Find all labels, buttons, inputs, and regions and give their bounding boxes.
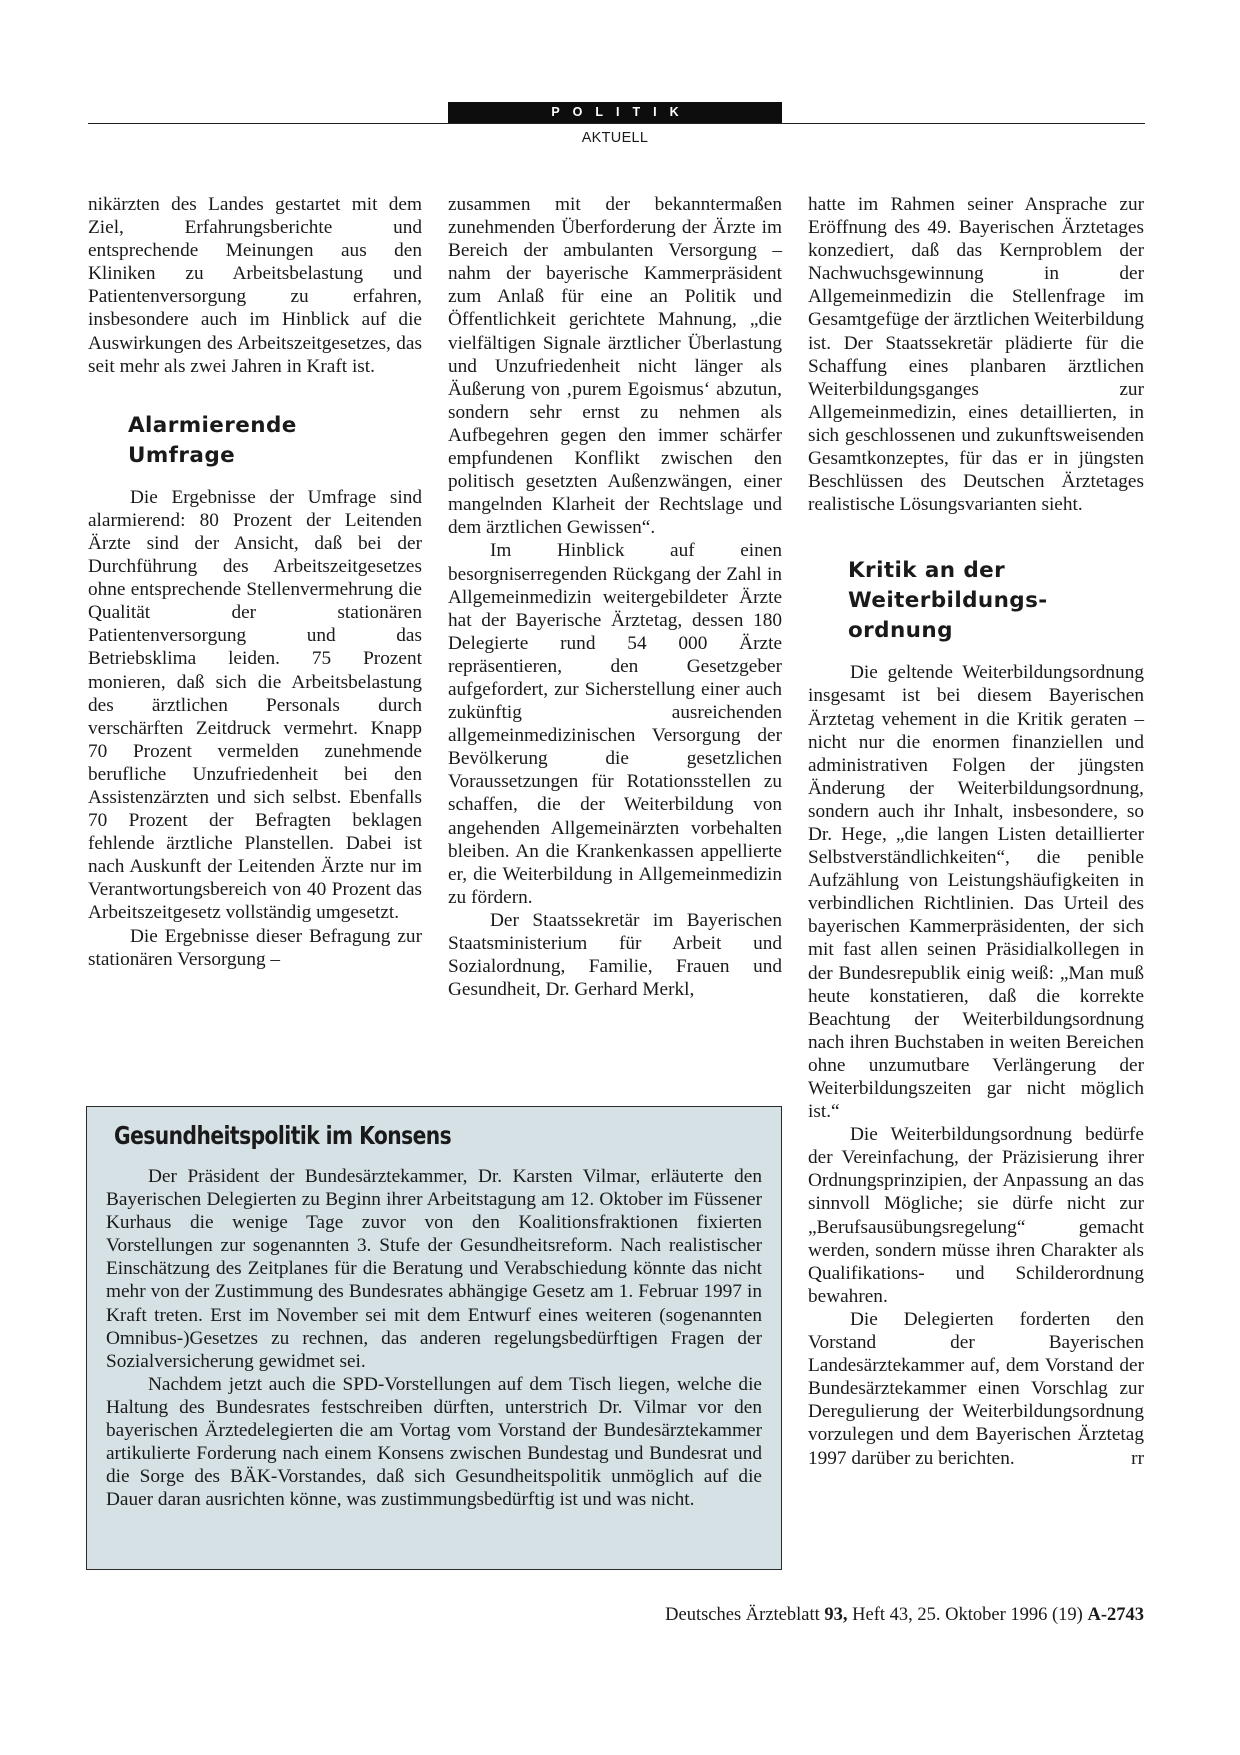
col2-paragraph-2: Im Hinblick auf einen besorgniserregenden Rückgang der Zahl in Allgemeinmedizin weitergebildeter Ärzte hat der Bayerische Ärztetag, dessen 180 Delegierte rund 54 000 Ärzte repräsentieren, den Gesetzgeber aufgefordert, zur Sicherstellung einer auch zukünftig ausreichenden allgemeinmedizinischen Versorgung der Bevölkerung die gesetzlichen Voraussetzungen für Rotationsstellen zu schaffen, die der Weiterbildung von angehenden Allgemeinärzten vorbehalten bleiben. An die Krankenkassen appellierte er, die Weiterbildung in Allgemeinmedizin zu fördern. — [448, 540, 782, 908]
author-signature: rr — [1131, 1447, 1144, 1469]
column-2 — [448, 193, 782, 1001]
col3-paragraph-3: Die Weiterbildungsordnung bedürfe der Vereinfachung, der Präzisierung ihrer Ordnungsprinzipien, der Anpassung an das sinnvoll Mögliche; sie dürfe nicht zur „Berufsausübungsregelung“ gemacht werden, sondern müsse ihren Charakter als Qualifikations- und Schilderordnung bewahren. — [808, 1124, 1144, 1307]
col1-paragraph-3: Die Ergebnisse dieser Befragung zur stationären Versorgung – — [88, 925, 422, 970]
col3-subheading: Kritik an der Weiterbildungs- ordnung — [848, 558, 1048, 644]
col2-paragraph-3: Der Staatssekretär im Bayerischen Staatsministerium für Arbeit und Sozialordnung, Familie, Frauen und Gesundheit, Dr. Gerhard Merkl, — [448, 909, 782, 1001]
col1-subheading: Alarmierende Umfrage — [128, 412, 297, 468]
column-3 — [808, 193, 1144, 1470]
section-label: POLITIK — [448, 102, 782, 123]
col3-paragraph-4-text: Die Delegierten forderten den Vorstand der Bayerischen Landesärztekammer auf, dem Vorstand der Bundesärztekammer einen Vorschlag zur Deregulierung der Weiterbildungsordnung vorzulegen und dem Bayerischen Ärztetag 1997 darüber zu berichten. — [808, 1308, 1144, 1469]
info-box-title: Gesundheitspolitik im Konsens — [114, 1121, 452, 1150]
info-box-body — [106, 1165, 762, 1511]
footer-journal: Deutsches Ärzteblatt — [665, 1605, 820, 1625]
footer-volume: 93, — [824, 1605, 848, 1625]
col1-paragraph-2: Die Ergebnisse der Umfrage sind alarmierend: 80 Prozent der Leitenden Ärzte sind der Ansicht, daß bei der Durchführung des Arbeitszeitgesetzes ohne entsprechende Stellenvermehrung die Qualität der stationären Patientenversorgung und das Betriebsklima leiden. 75 Prozent monieren, daß sich die Arbeitsbelastung des ärztlichen Personals durch verschärften Zeitdruck vermehrt. Knapp 70 Prozent vermelden zunehmende berufliche Unzufriedenheit bei den Assistenzärzten und sich selbst. Ebenfalls 70 Prozent der Befragten beklagen fehlende ärztliche Planstellen. Dabei ist nach Auskunft der Leitenden Ärzte nur im Verantwortungsbereich von 40 Prozent das Arbeitszeitgesetz vollständig umgesetzt. — [88, 486, 422, 924]
col1-paragraph-1: nikärzten des Landes gestartet mit dem Ziel, Erfahrungsberichte und entsprechende Meinungen aus den Kliniken zu Arbeitsbelastung und Patientenversorgung zu erfahren, insbesondere auch im Hinblick auf die Auswirkungen des Arbeitszeitgesetzes, das seit mehr als zwei Jahren in Kraft ist. — [88, 194, 422, 377]
col3-paragraph-1: hatte im Rahmen seiner Ansprache zur Eröffnung des 49. Bayerischen Ärztetages konzediert, daß das Kernproblem der Nachwuchsgewinnung in der Allgemeinmedizin die Stellenfrage im Gesamtgefüge der ärztlichen Weiterbildung ist. Der Staatssekretär plädierte für die Schaffung eines planbaren ärztlichen Weiterbildungsganges zur Allgemeinmedizin, eines detaillierten, in sich geschlossenen und zukunftsweisenden Gesamtkonzeptes, für das er in jüngsten Beschlüssen des Deutschen Ärztetages realistische Lösungsvarianten sieht. — [808, 194, 1144, 516]
footer-issue: Heft 43, 25. Oktober 1996 (19) — [852, 1605, 1083, 1625]
info-box-paragraph-1: Der Präsident der Bundesärztekammer, Dr. Karsten Vilmar, erläuterte den Bayerischen Delegierten zu Beginn ihrer Arbeitstagung am 12. Oktober im Füssener Kurhaus die wenige Tage zuvor von den Koalitionsfraktionen fixierten Vorstellungen zur sogenannten 3. Stufe der Gesundheitsreform. Nach realistischer Einschätzung des Zeitplanes für die Beratung und Verabschiedung könnte das nicht mehr von der Zustimmung des Bundesrates abhängige Gesetz am 1. Februar 1997 in Kraft treten. Erst im November sei mit dem Entwurf eines weiteren (sogenannten Omnibus-)Gesetzes zu rechnen, das anderen regelungsbedürftigen Fragen der Sozialversicherung gewidmet sei. — [106, 1166, 762, 1372]
col3-paragraph-2: Die geltende Weiterbildungsordnung insgesamt ist bei diesem Bayerischen Ärztetag vehement in die Kritik geraten – nicht nur die enormen finanziellen und administrativen Folgen der jüngsten Änderung der Weiterbildungsordnung, sondern auch ihr Inhalt, insbesondere, so Dr. Hege, „die langen Listen detaillierter Selbstverständlichkeiten“, die penible Aufzählung von Leistungshäufigkeiten in verbindlichen Richtlinien. Das Urteil des bayerischen Kammerpräsidenten, der sich mit fast allen seinen Präsidialkollegen in der Bundesrepublik einig weiß: „Man muß heute konstatieren, daß die korrekte Beachtung der Weiterbildungsordnung nach ihren Buchstaben in weiten Bereichen ohne unzumutbare Verlängerung der Weiterbildungszeiten gar nicht möglich ist.“ — [808, 662, 1144, 1123]
page-footer — [560, 1604, 1144, 1626]
info-box-paragraph-2: Nachdem jetzt auch die SPD-Vorstellungen auf dem Tisch liegen, welche die Haltung des Bundesrates festschreiben dürften, unterstrich Dr. Vilmar vor den bayerischen Ärztedelegierten die am Vortag vom Vorstand der Bundesärztekammer artikulierte Forderung nach einem Konsens zwischen Bundestag und Bundesrat und die Sorge des BÄK-Vorstandes, daß sich Gesundheitspolitik unmöglich auf die Dauer daran ausrichten könne, was zustimmungsbedürftig ist und was nicht. — [106, 1373, 762, 1511]
subsection-label: AKTUELL — [581, 130, 649, 146]
col3-paragraph-4 — [808, 1308, 1144, 1470]
header-rule — [88, 123, 1145, 124]
footer-page-number: A-2743 — [1087, 1605, 1144, 1625]
col2-paragraph-1: zusammen mit der bekanntermaßen zunehmenden Überforderung der Ärzte im Bereich der ambulanten Versorgung – nahm der bayerische Kammerpräsident zum Anlaß für eine an Politik und Öffentlichkeit gerichtete Mahnung, „die vielfältigen Signale ärztlicher Überlastung und Unzufriedenheit nicht länger als Äußerung von ‚purem Egoismus‘ abzutun, sondern sehr ernst zu nehmen als Aufbegehren gegen den immer schärfer empfundenen Konflikt zwischen den politisch gesetzten Außenzwängen, einer mangelnden Klarheit der Rechtslage und dem ärztlichen Gewissen“. — [448, 194, 782, 539]
info-box — [86, 1106, 782, 1570]
column-1 — [88, 193, 422, 971]
